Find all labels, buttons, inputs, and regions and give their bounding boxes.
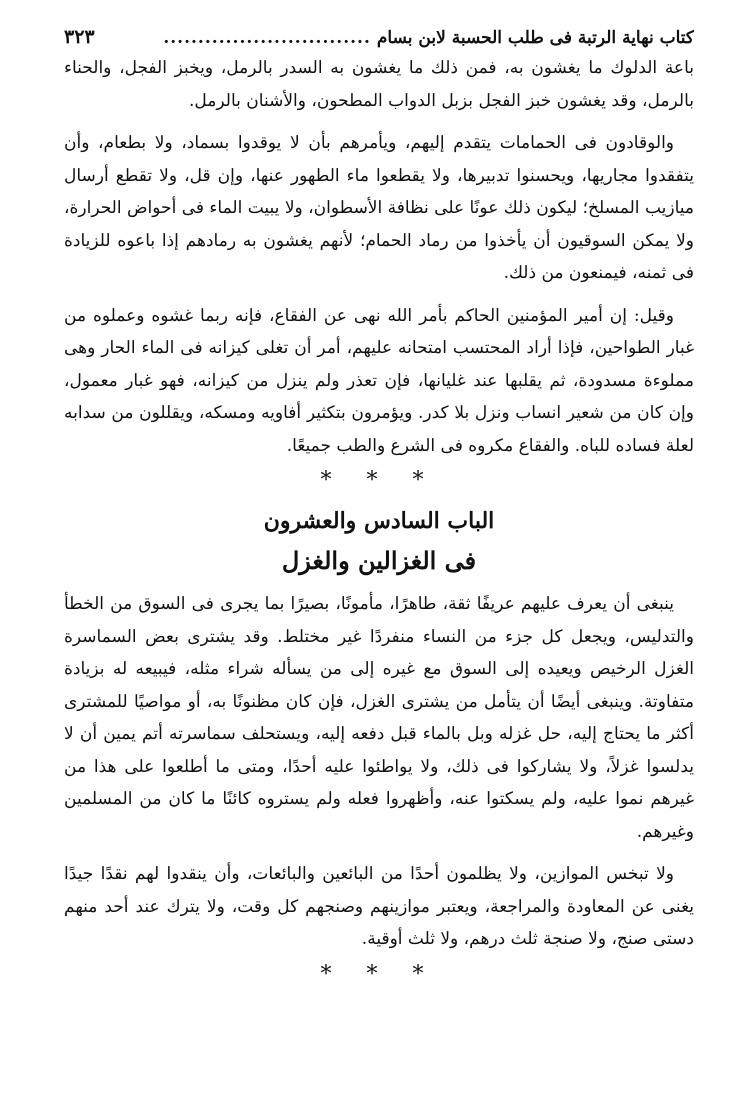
header-dot-leader: .............................. <box>163 28 371 48</box>
chapter-subtitle: فى الغزالين والغزل <box>281 546 477 575</box>
paragraph-fuqqa: وقيل: إن أمير المؤمنين الحاكم بأمر الله نهى عن الفقاع، فإنه ربما غشوه وعملوه من غبار الطواحين، فإذا أراد المحتسب امتحانه عليهم، أمر أن تغلى كيزانه فى الماء الحار وهى مملوءة مسدودة، ثم يقلبها عند غليانها، فإن تعذر ولم ينزل من كيزانه، فهو غبار معمول، وإن كان من شعير انساب ونزل بلا كدر. ويؤمرون بتكثير أفاويه ومسكه، ويقللون من سدابه لعلة فساده للباه. والفقاع مكروه فى الشرع والطب جميعًا. <box>64 305 695 456</box>
page-number: ٣٢٣ <box>64 26 95 48</box>
end-divider: * * * <box>320 961 438 987</box>
paragraph-spinners: ينبغى أن يعرف عليهم عريفًا ثقة، طاهرًا، مأمونًا، بصيرًا بما يجرى فى السوق من الخطأ والتدليس، ويجعل كل جزء من النساء منفردًا غير مختلط. وقد يشترى بعض السماسرة الغزل الرخيص ويعيده إلى السوق مع غيره إلى من يسأله شراء مثله، فيبيعه له بزيادة متفاوتة. وينبغى أيضًا أن يتأمل من يشترى الغزل، فإن كان مظنونًا به، أو مواصيًا للمشترى أكثر ما يحتاج إليه، حل غزله وبل بالماء قبل دفعه إليه، ويستحلف سماسرته أتم يمين أن لا يدلسوا غزلاً، ولا يشاركوا فى ذلك، ولا يواطئوا عليه أحدًا، ومتى ما أطلعوا على هذا من غيرهم نموا عليه، ولم يسكتوا عنه، وأظهروا فعله ولم يستروه كائنًا ما كان من المسلمين وغيرهم. <box>64 594 695 842</box>
book-title: كتاب نهاية الرتبة فى طلب الحسبة لابن بسام <box>376 28 694 48</box>
section-divider: * * * <box>320 468 438 493</box>
chapter-title: الباب السادس والعشرون <box>263 508 495 534</box>
paragraph-bath-stokers: والوقادون فى الحمامات يتقدم إليهم، ويأمرهم بأن لا يوقدوا بسماد، ولا بطعام، وأن يتفقدوا مجاريها، ويحسنوا تدبيرها، ولا يقطعوا ماء الطهور عنها، وإن قل، ولا تقطع أرسال ميازيب المسلخ؛ ليكون ذلك عونًا على نظافة الأسطوان، ولا يبيت الماء فى أحواض الحرارة، ولا يمكن السوقيون أن يأخذوا من رماد الحمام؛ لأنهم يغشون به رمادهم إذا باعوه للزيادة فى ثمنه، فيمنعون من ذلك. <box>64 133 694 283</box>
paragraph-weights: ولا تبخس الموازين، ولا يظلمون أحدًا من البائعين والبائعات، وأن ينقدوا لهم نقدًا جيدًا يغنى عن المعاودة والمراجعة، ويعتبر موازينهم وصنجهم كل وقت، ولا يترك عند أحد منهم دستى صنج، ولا صنجة ثلث درهم، ولا ثلث أوقية. <box>64 864 694 949</box>
running-header <box>64 22 694 52</box>
paragraph-continuation: باعة الدلوك ما يغشون به، فمن ذلك ما يغشون به السدر بالرمل، ويخبز الفجل، والحناء بالرمل، وقد يغشون خبز الفجل بزبل الدواب المطحون، والأشنان بالرمل. <box>64 58 694 111</box>
